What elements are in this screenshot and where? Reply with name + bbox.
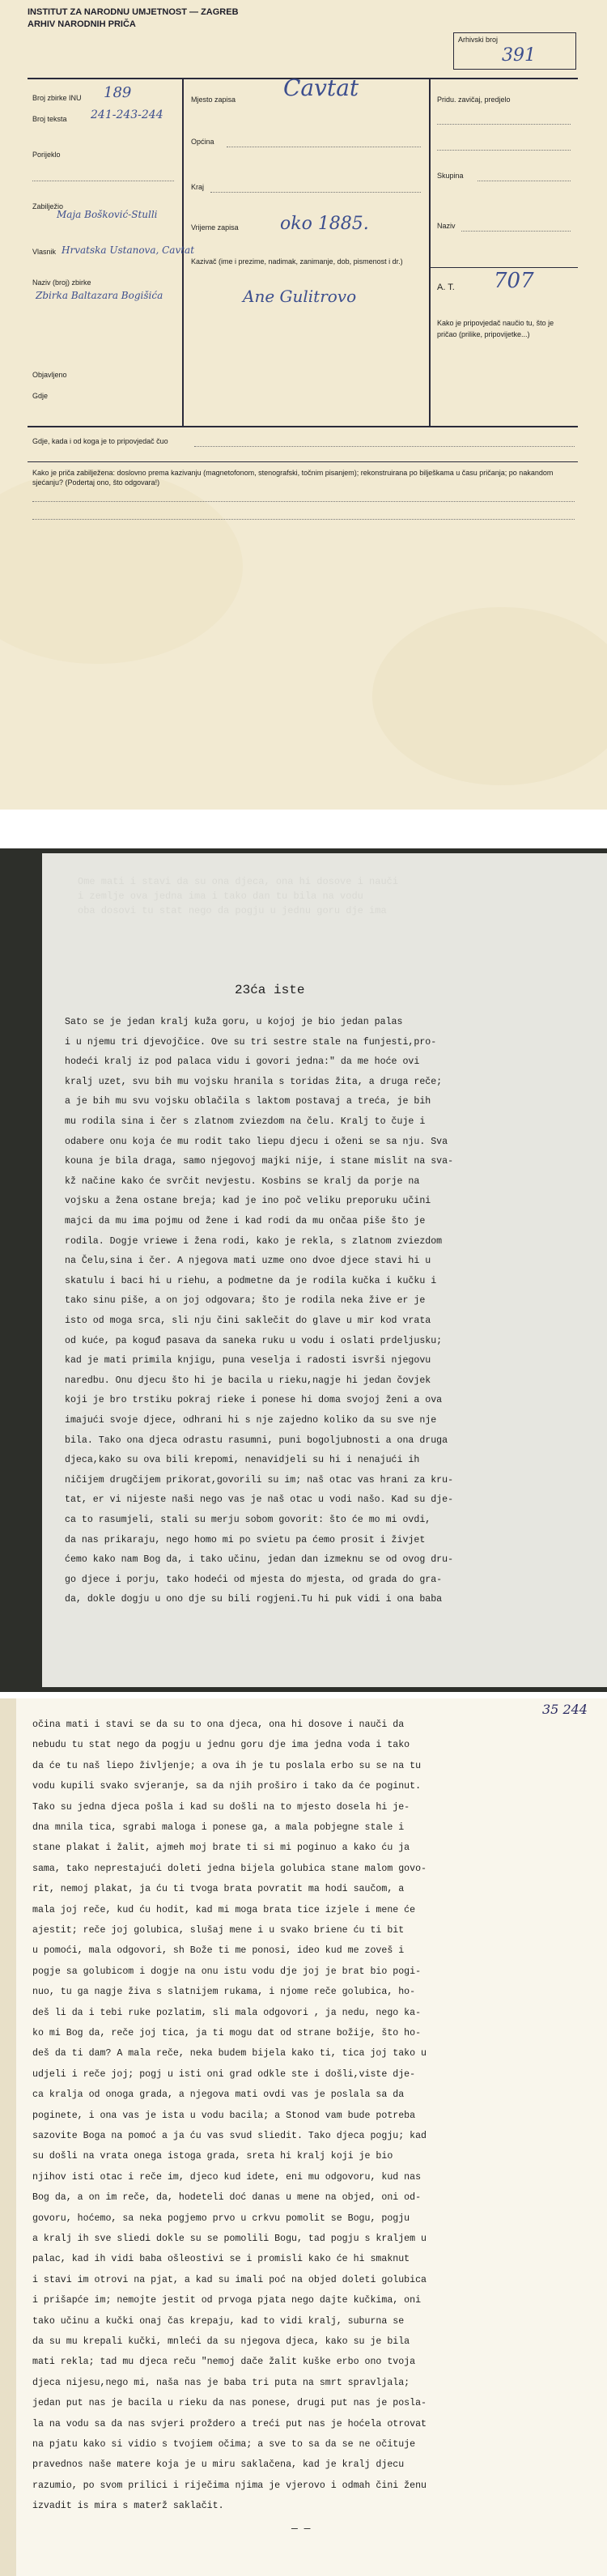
text-line: Tako su jedna djeca pošla i kad su došli na to mjesto dosela hi je-	[32, 1801, 410, 1813]
archive-number-value: 391	[502, 45, 536, 66]
text-line: nebudu tu stat nego da pogju u jednu goru dje ima jedna voda i tako	[32, 1740, 410, 1751]
text-line: pogje sa golubicom i dogje na onu istu vodu dje joj je brat bio pogi-	[32, 1966, 422, 1977]
text-line: kralj uzet, svu bih mu vojsku hranila s toridas žita, a druga reče;	[65, 1076, 443, 1087]
card-col-2	[429, 78, 431, 426]
text-line: razumio, po svom prilici i riječima njima je vjerovo i odmah čini ženu	[32, 2480, 427, 2491]
text-line: da nas prikaraju, nego homo mi po svietu pa ćemo prosit i živjet	[65, 1534, 426, 1545]
text-line: vodu kupili svako svjeranje, sa da njih proširo i tako da će poginut.	[32, 1781, 422, 1792]
at-label: A. T.	[437, 283, 455, 292]
origin-dots	[32, 180, 174, 181]
method-dots-1	[32, 500, 575, 502]
text-line: kž načine kako će svrčit nevjestu. Kosbins se kralj da porje na	[65, 1175, 420, 1187]
municipality-dots	[227, 146, 421, 147]
owner-label: Vlasnik	[32, 248, 57, 256]
text-line: majci da mu ima pojmu od žene i kad rodi da mu ončaa piše što je	[65, 1216, 426, 1226]
at-value: 707	[494, 269, 534, 293]
text-line: kouna je bila draga, samo njegovoj majki nije, i stane mislit na sva-	[65, 1156, 454, 1167]
paper-edge	[0, 1698, 16, 2576]
text-line: vojsku a žena ostane breja; kad je ino poč veliku preporuku učini	[65, 1196, 431, 1207]
text-line: odabere onu koja će mu rodit tako liepu djecu i oženi se sa nju. Sva	[65, 1136, 448, 1147]
text-line: tat, er vi nijeste naši nego vas je naš otac u vodi našo. Kad su dje-	[65, 1494, 454, 1506]
text-line: deš li da i tebi ruke pozlatim, sli mala odgovori , ja nedu, nego ka-	[32, 2007, 422, 2018]
text-line: ničijem drugčijem prikorat,govorili su im; naš otac vas hrani za kru-	[65, 1474, 454, 1486]
method-dots-2	[32, 518, 575, 520]
card-rule-2	[28, 461, 578, 462]
name-dots	[461, 230, 571, 232]
group-label: Skupina	[437, 172, 464, 180]
archive-number-label: Arhivski broj	[458, 36, 499, 44]
text-line: a je bih mu svu vojsku oblačila s laktom postavaj a treća, je bih	[65, 1096, 431, 1107]
text-line: rodila. Dogje vriewe i žena rodi, kako je rekla, s zlatnom zviezdom	[65, 1235, 443, 1247]
name-label: Naziv	[437, 222, 456, 230]
text-line: imajući svoje djece, odhrani hi s nje zajedno koliko da su sve nje	[65, 1415, 437, 1426]
narrator-label: Kazivač (ime i prezime, nadimak, zanimanje, dob, pismenost i dr.)	[191, 257, 403, 266]
text-line: i u njemu tri djevojčice. Ove su tri sestre stale na funjesti,pro-	[65, 1036, 437, 1048]
collection-number-value: 189	[104, 84, 132, 101]
text-line: govoru, hoćemo, sa neka pogjemo prvo u crkvu pomolit se Bogu, pogju	[32, 2213, 410, 2224]
homeland-dots-1	[437, 123, 571, 125]
institute-header	[28, 6, 239, 31]
text-line: jedan put nas je bacila u rieku da nas ponese, drugi put nas je posla-	[32, 2398, 427, 2409]
text-line: pravednos naše matere koja je u miru saklačena, kad je kralj djecu	[32, 2459, 405, 2471]
recorded-by-value: Maja Bošković-Stulli	[57, 209, 158, 220]
text-line: od kuće, pa koguđ pasava da saneka ruku u vodu i oslati prdeljusku;	[65, 1335, 443, 1346]
text-number-label: Broj teksta	[32, 115, 67, 123]
recorded-by-label: Zabilježio	[32, 202, 64, 210]
text-line: sama, tako neprestajući doleti jedna bijela golubica stane malom govo-	[32, 1863, 427, 1874]
homeland-dots-2	[437, 149, 571, 151]
text-line: palac, kad ih vidi baba ošleostivi se i promisli kako će hi smaknut	[32, 2254, 410, 2265]
text-line: u pomoći, mala odgovori, sh Bože ti me ponosi, ideo kud me zoveš i	[32, 1945, 405, 1957]
text-number-value: 241-243-244	[91, 108, 163, 121]
text-line: i prišapće im; nemojte jestit od prvoga pjata nego dajte kučkima, oni	[32, 2295, 422, 2306]
region-label: Kraj	[191, 183, 205, 191]
method-label: Kako je priča zabilježena: doslovno prema kazivanju (magnetofonom, stenografski, točnim pisanjem); rekonstruirana po bilješkama u času pričanja; po nakandom sjećanju? (Podertaj ono, što odgovara!)	[32, 469, 554, 487]
text-line: a kralj ih sve sliedi dokle su se pomolili Bogu, tad pogju s kraljem u	[32, 2234, 427, 2244]
text-line: koji je bro trstiku pokraj rieke i ponese hi doma svojoj ženi a ova	[65, 1395, 443, 1406]
narrator-value: Ane Gulitrovo	[243, 287, 357, 306]
published-label: Objavljeno	[32, 371, 67, 379]
typed-page-2	[0, 1698, 607, 2576]
text-line: izvadit is mira s materž saklačit.	[32, 2501, 224, 2512]
region-dots	[210, 191, 421, 193]
text-line: sazovite Boga na pomoć a ja ću vas svud sliedit. Tako djeca pogju; kad	[32, 2131, 427, 2141]
text-line: očina mati i stavi se da su to ona djeca, ona hi dosove i nauči da	[32, 1719, 405, 1730]
record-time-value: oko 1885.	[280, 214, 369, 234]
text-line: su došli na vrata onega istoga grada, sreta hi kralj koji je bio	[32, 2151, 393, 2162]
text-line: djeca nijesu,nego mi, naša nas je baba tri puta na smrt spravljala;	[32, 2377, 410, 2388]
typed-page-1	[0, 848, 607, 1692]
page-number: 35 244	[542, 1702, 588, 1717]
text-line: stane plakat i žalit, ajmeh moj brate ti si mi poginuo a kako ću ja	[32, 1843, 410, 1854]
text-line: skatulu i baci hi u riehu, a podmetne da je rodila kučka i kučku i	[65, 1275, 437, 1286]
record-time-label: Vrijeme zapisa	[191, 223, 239, 232]
text-line: rit, nemoj plakat, ja ću ti tvoga brata povratit ma hodi saučom, a	[32, 1884, 405, 1895]
text-line: mati rekla; tad mu djeca reču "nemoj dače žalit kuške erbo ono tvoja	[32, 2357, 416, 2368]
municipality-label: Općina	[191, 138, 214, 146]
text-line: da su mu krepali kučki, mnleći da su njegova djeca, kako su je bila	[32, 2336, 410, 2347]
text-line: da, dokle dogju u ono dje su bili rogjeni.Tu hi puk vidi i ona baba	[65, 1594, 443, 1605]
text-line: isto od moga srca, sli nju čini saklečit do glave u mir kod vrata	[65, 1316, 431, 1326]
collection-name-label: Naziv (broj) zbirke	[32, 278, 91, 287]
heard-where-label: Gdje, kada i od koga je to pripovjedač čuo	[32, 437, 168, 445]
card-bottom-rule	[28, 426, 578, 427]
text-line: ca kralja od onoga grada, a njegova mati ovdi vas je poslala sa da	[32, 2089, 405, 2101]
col3-rule	[429, 267, 578, 268]
text-line: Bog da, a on im reče, da, hodeteli doć danas u mene na objed, oni od-	[32, 2192, 422, 2204]
record-place-label: Mjesto zapisa	[191, 96, 236, 104]
origin-label: Porijeklo	[32, 151, 61, 159]
owner-value: Hrvatska Ustanova, Cavtat	[62, 244, 195, 256]
text-line: ko mi Bog da, reče joj tica, ja ti mogu dat od strane božije, što ho-	[32, 2028, 422, 2038]
page2-title: 23ća iste	[235, 983, 305, 997]
heard-where-dots	[194, 445, 575, 447]
text-line: mala joj reče, kud ću hodit, kad mi moga brata tice izjele i mene će	[32, 1904, 416, 1915]
text-line: njihov isti otac i reče im, djeco kud idete, eni mu odgovoru, kud nas	[32, 2171, 422, 2183]
text-line: tako sinu piše, a on joj odgovara; što je rodila neka žive er je	[65, 1295, 426, 1307]
text-line: kad je mati primila knjigu, puna veselja i radosti isvrši njegovu	[65, 1355, 431, 1367]
collection-name-value: Zbirka Baltazara Bogišića	[36, 290, 163, 301]
text-line: ćemo kako nam Bog da, i tako učinu, jedan dan izmeknu se od ovog dru-	[65, 1554, 454, 1566]
text-line: da će tu naš liepo življenje; a ova ih je tu poslala erbo su se na tu	[32, 1760, 422, 1771]
group-dots	[478, 180, 571, 181]
narrator-source-label: Kako je pripovjedač naučio tu, što je pričao (prilike, pripovijetke...)	[437, 319, 554, 338]
record-place-value: Cavtat	[283, 74, 359, 101]
card-stains	[0, 0, 607, 844]
collection-number-label: Broj zbirke INU	[32, 94, 82, 102]
text-line: dna mnila tica, sgrabi maloga i ponese ga, a mala pobjegne stale i	[32, 1822, 405, 1833]
page3-ending: — —	[291, 2523, 311, 2535]
text-line: naredbu. Onu djecu što hi je bacila u rieku,nagje hi jedan čovjek	[65, 1375, 431, 1386]
text-line: ajestit; reče joj golubica, slušaj mene i u svako briene ću ti bit	[32, 1925, 405, 1936]
text-line: nuo, tu ga nagje živa s slatnijem rukama, i njome reče golubica, ho-	[32, 1987, 416, 1998]
text-line: na Čelu,sina i čer. A njegova mati uzme ono dvoe djece stavi hi u	[65, 1256, 431, 1267]
archive-name: ARHIV NARODNIH PRIČA	[28, 19, 136, 29]
institute-name: INSTITUT ZA NARODNU UMJETNOST — ZAGREB	[28, 7, 239, 17]
text-line: go djece i porju, tako hodeći od mjesta do mjesta, od grada do gra-	[65, 1574, 443, 1585]
text-line: djeca,kako su ova bili krepomi, nenavidjeli su hi i nenajući ih	[65, 1455, 420, 1466]
bleed-through-text: Ome mati i stavi da su ona djeca, ona hi dosove i nauči i zemlje ova jedna ima i tako dan tu bila na vodu oba dosovi tu stat nego da pogju u jednu goru dje ima	[78, 876, 399, 916]
text-line: hodeći kralj iz pod palaca vidu i govori jedna:" da me hoće ovi	[65, 1056, 420, 1068]
homeland-label: Pridu. zavičaj, predjelo	[437, 96, 511, 104]
text-line: mu rodila sina i čer s zlatnom zviezdom na čelu. Kralj to čuje i	[65, 1116, 426, 1127]
text-line: na pjatu kako si vidio s tvojiem očima; a sve to sa da se ne očituje	[32, 2439, 416, 2450]
text-line: i stavi im otrovi na pjat, a kad su imali poć na objed doleti golubica	[32, 2274, 427, 2285]
text-line: deš da ti dam? A mala reče, neka budem bijela kako ti, tica joj tako u	[32, 2048, 427, 2060]
text-line: bila. Tako ona djeca odrastu rasumni, puni bogoljubnosti a ona druga	[65, 1435, 448, 1446]
text-line: ca to rasumjeli, stali su merju sobom govorit: što će mo mi ovdi,	[65, 1515, 431, 1525]
catalogue-card-page	[0, 0, 607, 844]
text-line: tako učinu a kučki onaj čas krepaju, kad to vidi kralj, suburna se	[32, 2315, 405, 2327]
text-line: la na vodu sa da nas svjeri proždero a treći put nas je hoćela otrovat	[32, 2418, 427, 2429]
text-line: Sato se je jedan kralj kuža goru, u kojoj je bio jedan palas	[65, 1017, 403, 1027]
text-line: udjeli i reče joj; pogj u isti oni grad odkle ste i došli,viste dje-	[32, 2068, 416, 2080]
where-label: Gdje	[32, 392, 49, 400]
text-line: poginete, i ona vas je ista u vodu bacila; a Stonod vam bude potreba	[32, 2110, 416, 2121]
